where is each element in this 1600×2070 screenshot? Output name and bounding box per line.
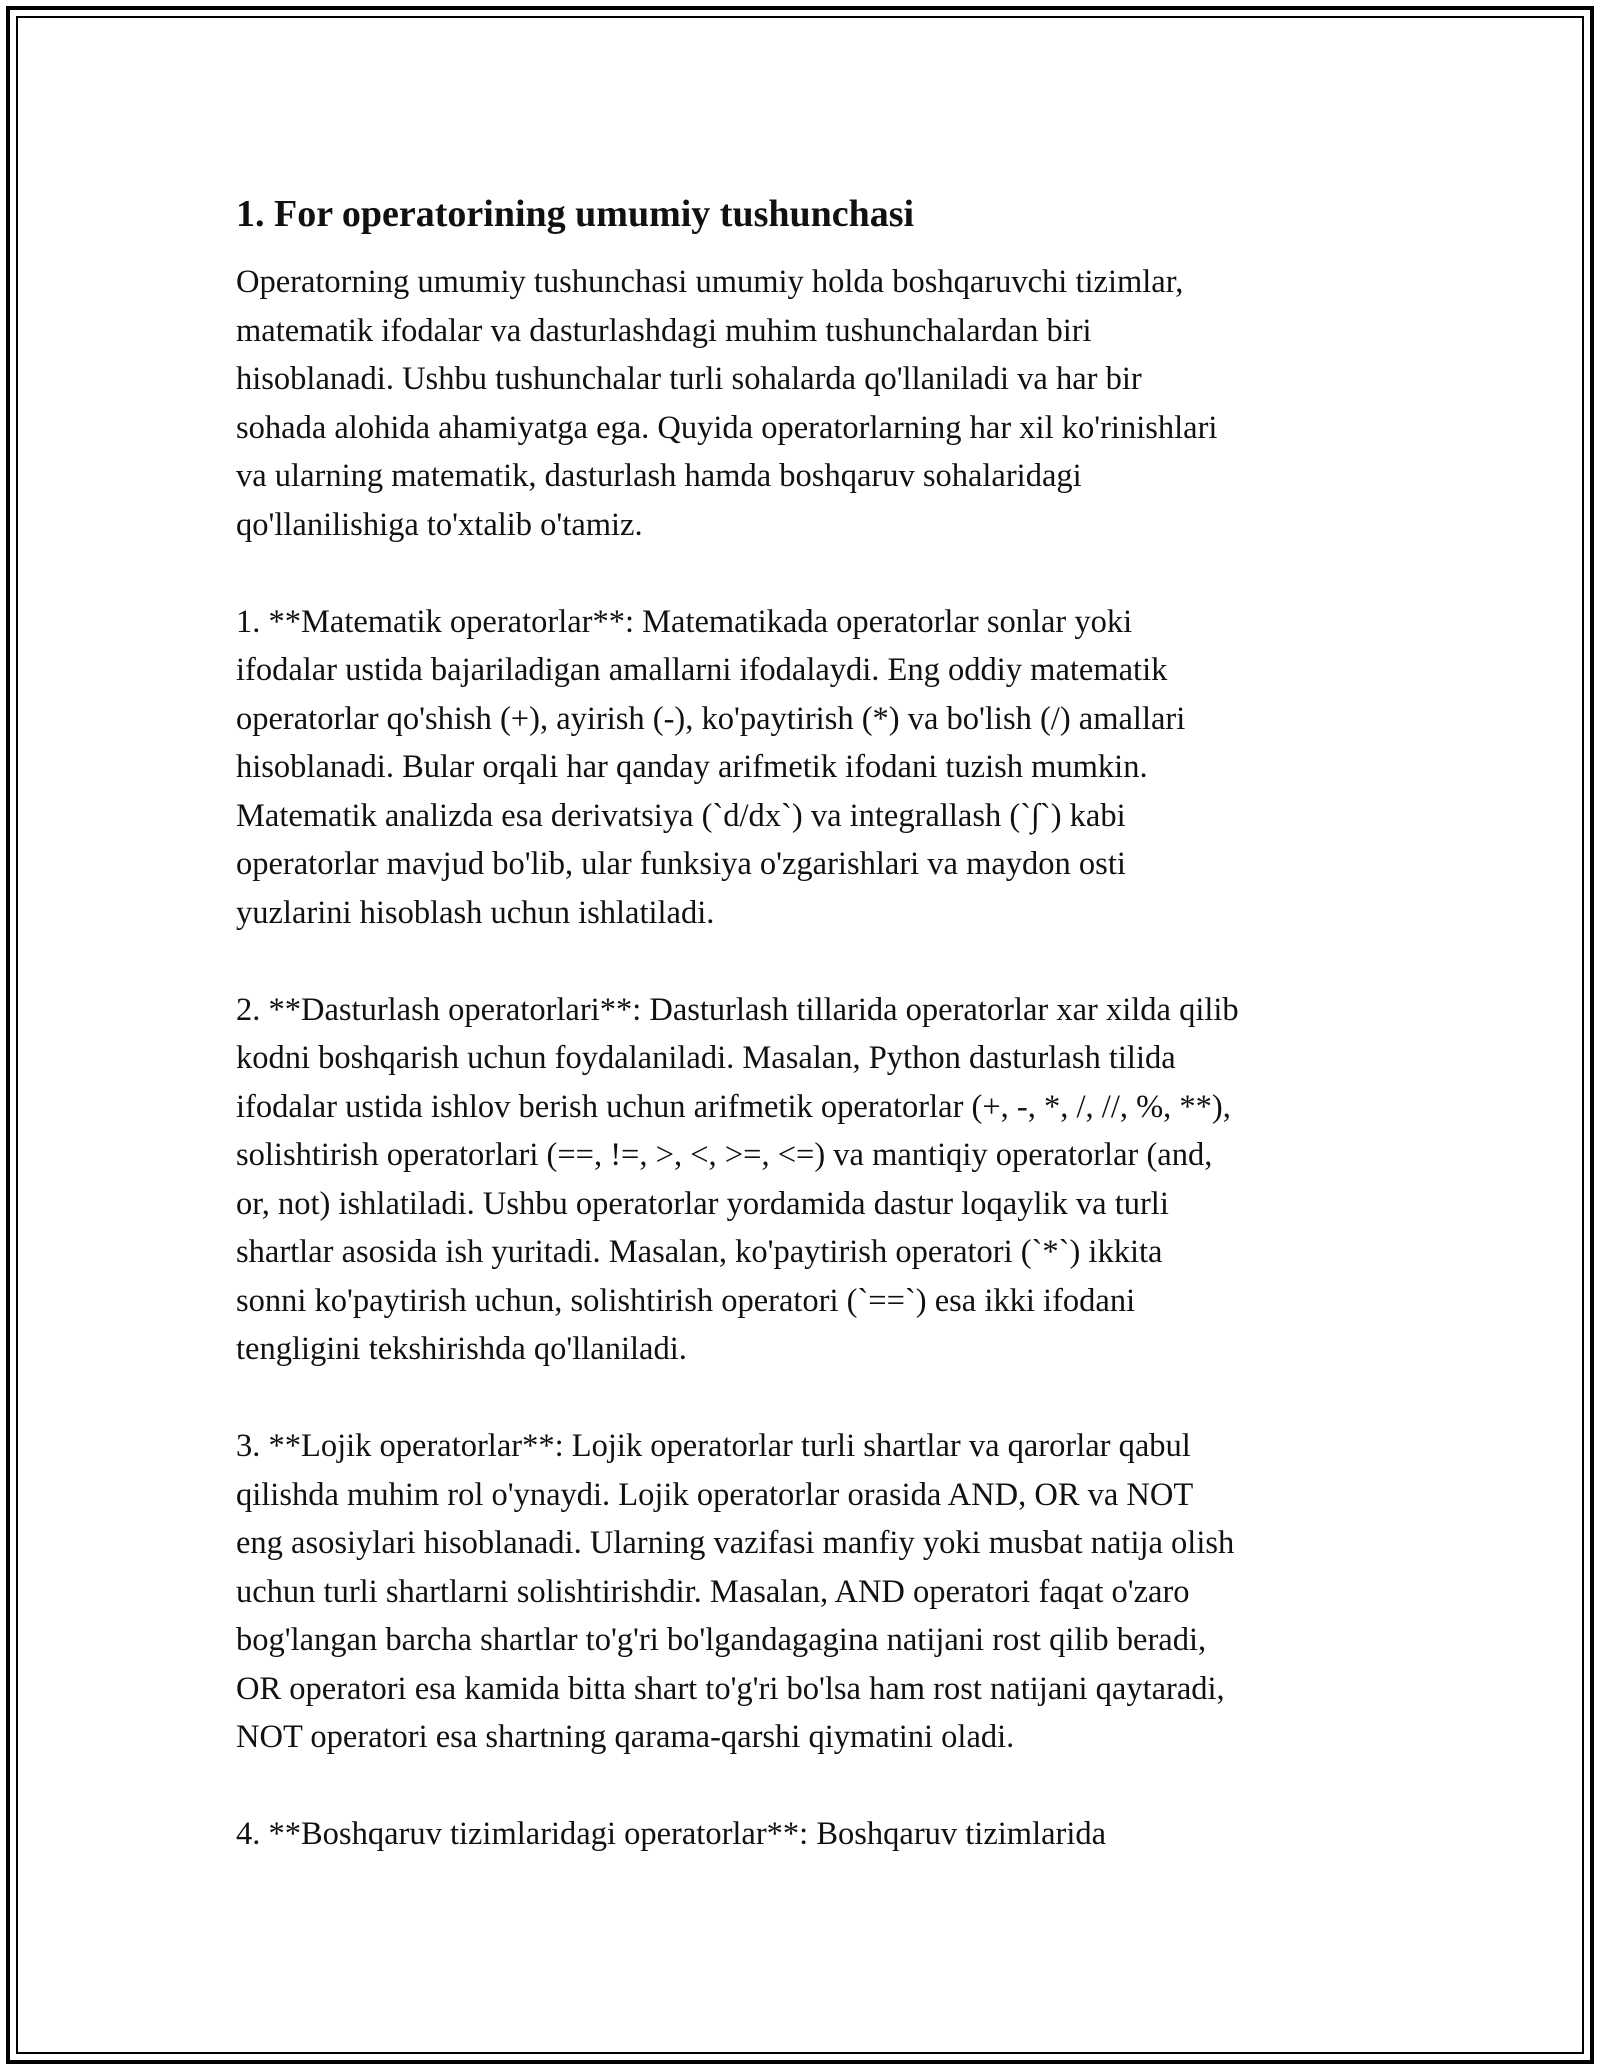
text-line: 2. **Dasturlash operatorlari**: Dasturlash tillarida operatorlar xar xilda qilib [236, 991, 1239, 1028]
text-line: qo'llanilishiga to'xtalib o'tamiz. [236, 506, 643, 543]
paragraph-intro [236, 258, 1386, 549]
document-body [236, 186, 1386, 1907]
text-line: qilishda muhim rol o'ynaydi. Lojik operatorlar orasida AND, OR va NOT [236, 1476, 1194, 1513]
text-line: shartlar asosida ish yuritadi. Masalan, ko'paytirish operatori (`*`) ikkita [236, 1234, 1163, 1270]
text-line: solishtirish operatorlari (==, !=, >, <, >=, <=) va mantiqiy operatorlar (and, [236, 1137, 1213, 1173]
text-line: sohada alohida ahamiyatga ega. Quyida operatorlarning har xil ko'rinishlari [236, 409, 1218, 446]
paragraph-control-system-operators [236, 1810, 1386, 1859]
text-line: operatorlar qo'shish (+), ayirish (-), ko'paytirish (*) va bo'lish (/) amallari [236, 700, 1186, 737]
text-line: matematik ifodalar va dasturlashdagi muhim tushunchalardan biri [236, 312, 1092, 349]
text-line: Matematik analizda esa derivatsiya (`d/dx`) va integrallash (`∫`) kabi [236, 797, 1126, 834]
text-line: yuzlarini hisoblash uchun ishlatiladi. [236, 894, 715, 931]
text-line: eng asosiylari hisoblanadi. Ularning vazifasi manfiy yoki musbat natija olish [236, 1525, 1235, 1561]
text-line: Operatorning umumiy tushunchasi umumiy holda boshqaruvchi tizimlar, [236, 264, 1184, 300]
text-line: sonni ko'paytirish uchun, solishtirish operatori (`==`) esa ikki ifodani [236, 1282, 1136, 1319]
text-line: OR operatori esa kamida bitta shart to'g'ri bo'lsa ham rost natijani qaytaradi, [236, 1670, 1225, 1707]
text-line: 1. **Matematik operatorlar**: Matematikada operatorlar sonlar yoki [236, 603, 1133, 640]
text-line: va ularning matematik, dasturlash hamda boshqaruv sohalaridagi [236, 458, 1082, 494]
section-heading: 1. For operatorining umumiy tushunchasi [236, 193, 915, 235]
text-line: bog'langan barcha shartlar to'g'ri bo'lgandagagina natijani rost qilib beradi, [236, 1622, 1207, 1658]
text-line: ifodalar ustida ishlov berish uchun arifmetik operatorlar (+, -, *, /, //, %, **), [236, 1088, 1231, 1125]
text-line: uchun turli shartlarni solishtirishdir. Masalan, AND operatori faqat o'zaro [236, 1573, 1190, 1610]
paragraph-logic-operators [236, 1422, 1386, 1762]
text-line: operatorlar mavjud bo'lib, ular funksiya o'zgarishlari va maydon osti [236, 846, 1126, 882]
text-line: NOT operatori esa shartning qarama-qarshi qiymatini oladi. [236, 1719, 1015, 1755]
text-line: 3. **Lojik operatorlar**: Lojik operatorlar turli shartlar va qarorlar qabul [236, 1428, 1191, 1464]
text-line: ifodalar ustida bajariladigan amallarni ifodalaydi. Eng oddiy matematik [236, 652, 1168, 688]
text-line: kodni boshqarish uchun foydalaniladi. Masalan, Python dasturlash tilida [236, 1040, 1176, 1076]
text-line: hisoblanadi. Bular orqali har qanday arifmetik ifodani tuzish mumkin. [236, 749, 1148, 785]
text-line: or, not) ishlatiladi. Ushbu operatorlar yordamida dastur loqaylik va turli [236, 1185, 1169, 1222]
text-line: 4. **Boshqaruv tizimlaridagi operatorlar**: Boshqaruv tizimlarida [236, 1816, 1107, 1852]
text-line: hisoblanadi. Ushbu tushunchalar turli sohalarda qo'llaniladi va har bir [236, 361, 1142, 397]
text-line: tengligini tekshirishda qo'llaniladi. [236, 1331, 687, 1367]
paragraph-programming-operators [236, 986, 1386, 1374]
paragraph-math-operators [236, 598, 1386, 938]
